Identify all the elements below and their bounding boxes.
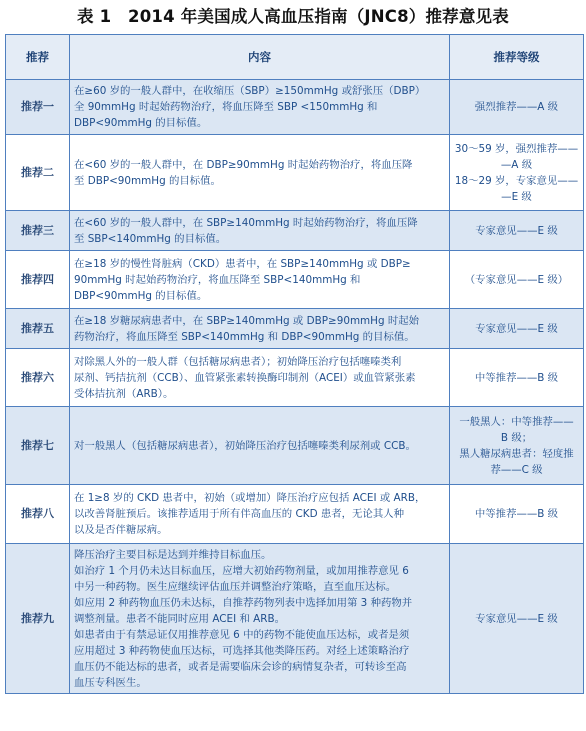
row-label: 推荐五 — [6, 309, 70, 349]
row-grade — [450, 80, 584, 135]
grade-line: 荐——C 级 — [490, 463, 543, 476]
table-row — [6, 349, 584, 407]
grade-line: —E 级 — [501, 190, 532, 203]
row-content — [70, 80, 450, 135]
row-label: 推荐四 — [6, 251, 70, 309]
row-label: 推荐二 — [6, 135, 70, 211]
content-line: 中另一种药物。医生应继续评估血压并调整治疗策略，直至血压达标。 — [74, 580, 397, 593]
row-label: 推荐九 — [6, 544, 70, 694]
header-content: 内容 — [70, 35, 450, 80]
content-line: 至 SBP<140mmHg 的目标值。 — [74, 232, 227, 245]
grade-line: 一般黑人：中等推荐—— — [459, 415, 574, 428]
content-line: 应用超过 3 种药物使血压达标，可选择其他类降压药。对经上述策略治疗 — [74, 644, 410, 657]
grade-line: （专家意见——E 级） — [464, 273, 569, 286]
row-content — [70, 251, 450, 309]
table-title: 表 1 2014 年美国成人高血压指南（JNC8）推荐意见表 — [77, 7, 509, 26]
content-line: 在<60 岁的一般人群中，在 SBP≥140mmHg 时起始药物治疗，将血压降 — [74, 216, 418, 229]
table-row — [6, 211, 584, 251]
row-grade — [450, 349, 584, 407]
content-line: 在<60 岁的一般人群中，在 DBP≥90mmHg 时起始药物治疗，将血压降 — [74, 158, 413, 171]
content-line: 如患者由于有禁忌证仅用推荐意见 6 中的药物不能使血压达标，或者是须 — [74, 628, 410, 641]
grade-line: 中等推荐——B 级 — [474, 371, 559, 384]
content-line: 对一般黑人（包括糖尿病患者），初始降压治疗包括噻嗪类利尿剂或 CCB。 — [74, 439, 416, 452]
row-label: 推荐六 — [6, 349, 70, 407]
table-row — [6, 407, 584, 485]
row-label: 推荐一 — [6, 80, 70, 135]
row-grade — [450, 544, 584, 694]
grade-line: —A 级 — [500, 158, 533, 171]
row-content — [70, 544, 450, 694]
content-line: 如应用 2 种药物血压仍未达标，自推荐药物列表中选择加用第 3 种药物并 — [74, 596, 413, 609]
row-grade — [450, 211, 584, 251]
content-line: 药物治疗，将血压降至 SBP<140mmHg 和 DBP<90mmHg 的目标值。 — [74, 330, 415, 343]
row-content — [70, 485, 450, 544]
content-line: 至 DBP<90mmHg 的目标值。 — [74, 174, 221, 187]
content-line: 降压治疗主要目标是达到并维持目标血压。 — [74, 548, 272, 561]
content-line: 受体拮抗剂（ARB）。 — [74, 387, 174, 400]
row-label: 推荐七 — [6, 407, 70, 485]
table-row — [6, 251, 584, 309]
row-content — [70, 349, 450, 407]
content-line: DBP<90mmHg 的目标值。 — [74, 289, 208, 302]
grade-line: 强烈推荐——A 级 — [474, 101, 559, 113]
content-line: 血压专科医生。 — [74, 676, 147, 689]
table-row — [6, 80, 584, 135]
grade-line: 专家意见——E 级 — [475, 224, 558, 237]
table-header-row — [6, 35, 584, 80]
row-label: 推荐三 — [6, 211, 70, 251]
header-recommendation: 推荐 — [6, 35, 70, 80]
table-row — [6, 309, 584, 349]
content-line: 对除黑人外的一般人群（包括糖尿病患者）；初始降压治疗包括噻嗪类利 — [74, 355, 402, 368]
row-grade — [450, 485, 584, 544]
row-grade — [450, 407, 584, 485]
content-line: 血压仍不能达标的患者，或者是需要临床会诊的病情复杂者，可转诊至高 — [74, 660, 407, 673]
content-line: 在 1≥8 岁的 CKD 患者中，初始（或增加）降压治疗应包括 ACEI 或 ARB， — [74, 492, 426, 504]
content-line: 在≥60 岁的一般人群中，在收缩压（SBP）≥150mmHg 或舒张压（DBP） — [74, 85, 426, 97]
content-line: 如治疗 1 个月仍未达目标血压，应增大初始药物剂量，或加用推荐意见 6 — [74, 564, 409, 577]
content-line: 以及是否伴糖尿病。 — [74, 524, 168, 536]
row-content — [70, 211, 450, 251]
row-content — [70, 407, 450, 485]
content-line: 在≥18 岁的慢性肾脏病（CKD）患者中，在 SBP≥140mmHg 或 DBP≥ — [74, 257, 411, 270]
row-label: 推荐八 — [6, 485, 70, 544]
content-line: 以改善肾脏预后。该推荐适用于所有伴高血压的 CKD 患者，无论其人种 — [74, 508, 405, 520]
content-line: DBP<90mmHg 的目标值。 — [74, 117, 208, 129]
table-row — [6, 544, 584, 694]
grade-line: 18～29 岁，专家意见—— — [454, 174, 579, 187]
row-grade — [450, 251, 584, 309]
content-line: 90mmHg 时起始药物治疗，将血压降至 SBP<140mmHg 和 — [74, 273, 361, 286]
content-line: 尿剂、钙拮抗剂（CCB）、血管紧张素转换酶印制剂（ACEI）或血管紧张素 — [74, 371, 416, 384]
table-row — [6, 485, 584, 544]
grade-line: 30～59 岁，强烈推荐—— — [454, 142, 579, 155]
row-grade — [450, 135, 584, 211]
content-line: 在≥18 岁糖尿病患者中，在 SBP≥140mmHg 或 DBP≥90mmHg 时起始 — [74, 314, 420, 327]
row-content — [70, 309, 450, 349]
grade-line: 专家意见——E 级 — [475, 612, 558, 625]
recommendation-table — [5, 34, 584, 694]
row-grade — [450, 309, 584, 349]
header-grade: 推荐等级 — [450, 35, 584, 80]
grade-line: 黑人糖尿病患者：轻度推 — [459, 447, 574, 460]
table-row — [6, 135, 584, 211]
grade-line: B 级； — [500, 431, 533, 444]
content-line: 全 90mmHg 时起始药物治疗，将血压降至 SBP <150mmHg 和 — [74, 101, 378, 113]
content-line: 调整剂量。患者不能同时应用 ACEI 和 ARB。 — [74, 612, 286, 625]
row-content — [70, 135, 450, 211]
grade-line: 专家意见——E 级 — [475, 322, 558, 335]
grade-line: 中等推荐——B 级 — [474, 508, 559, 520]
